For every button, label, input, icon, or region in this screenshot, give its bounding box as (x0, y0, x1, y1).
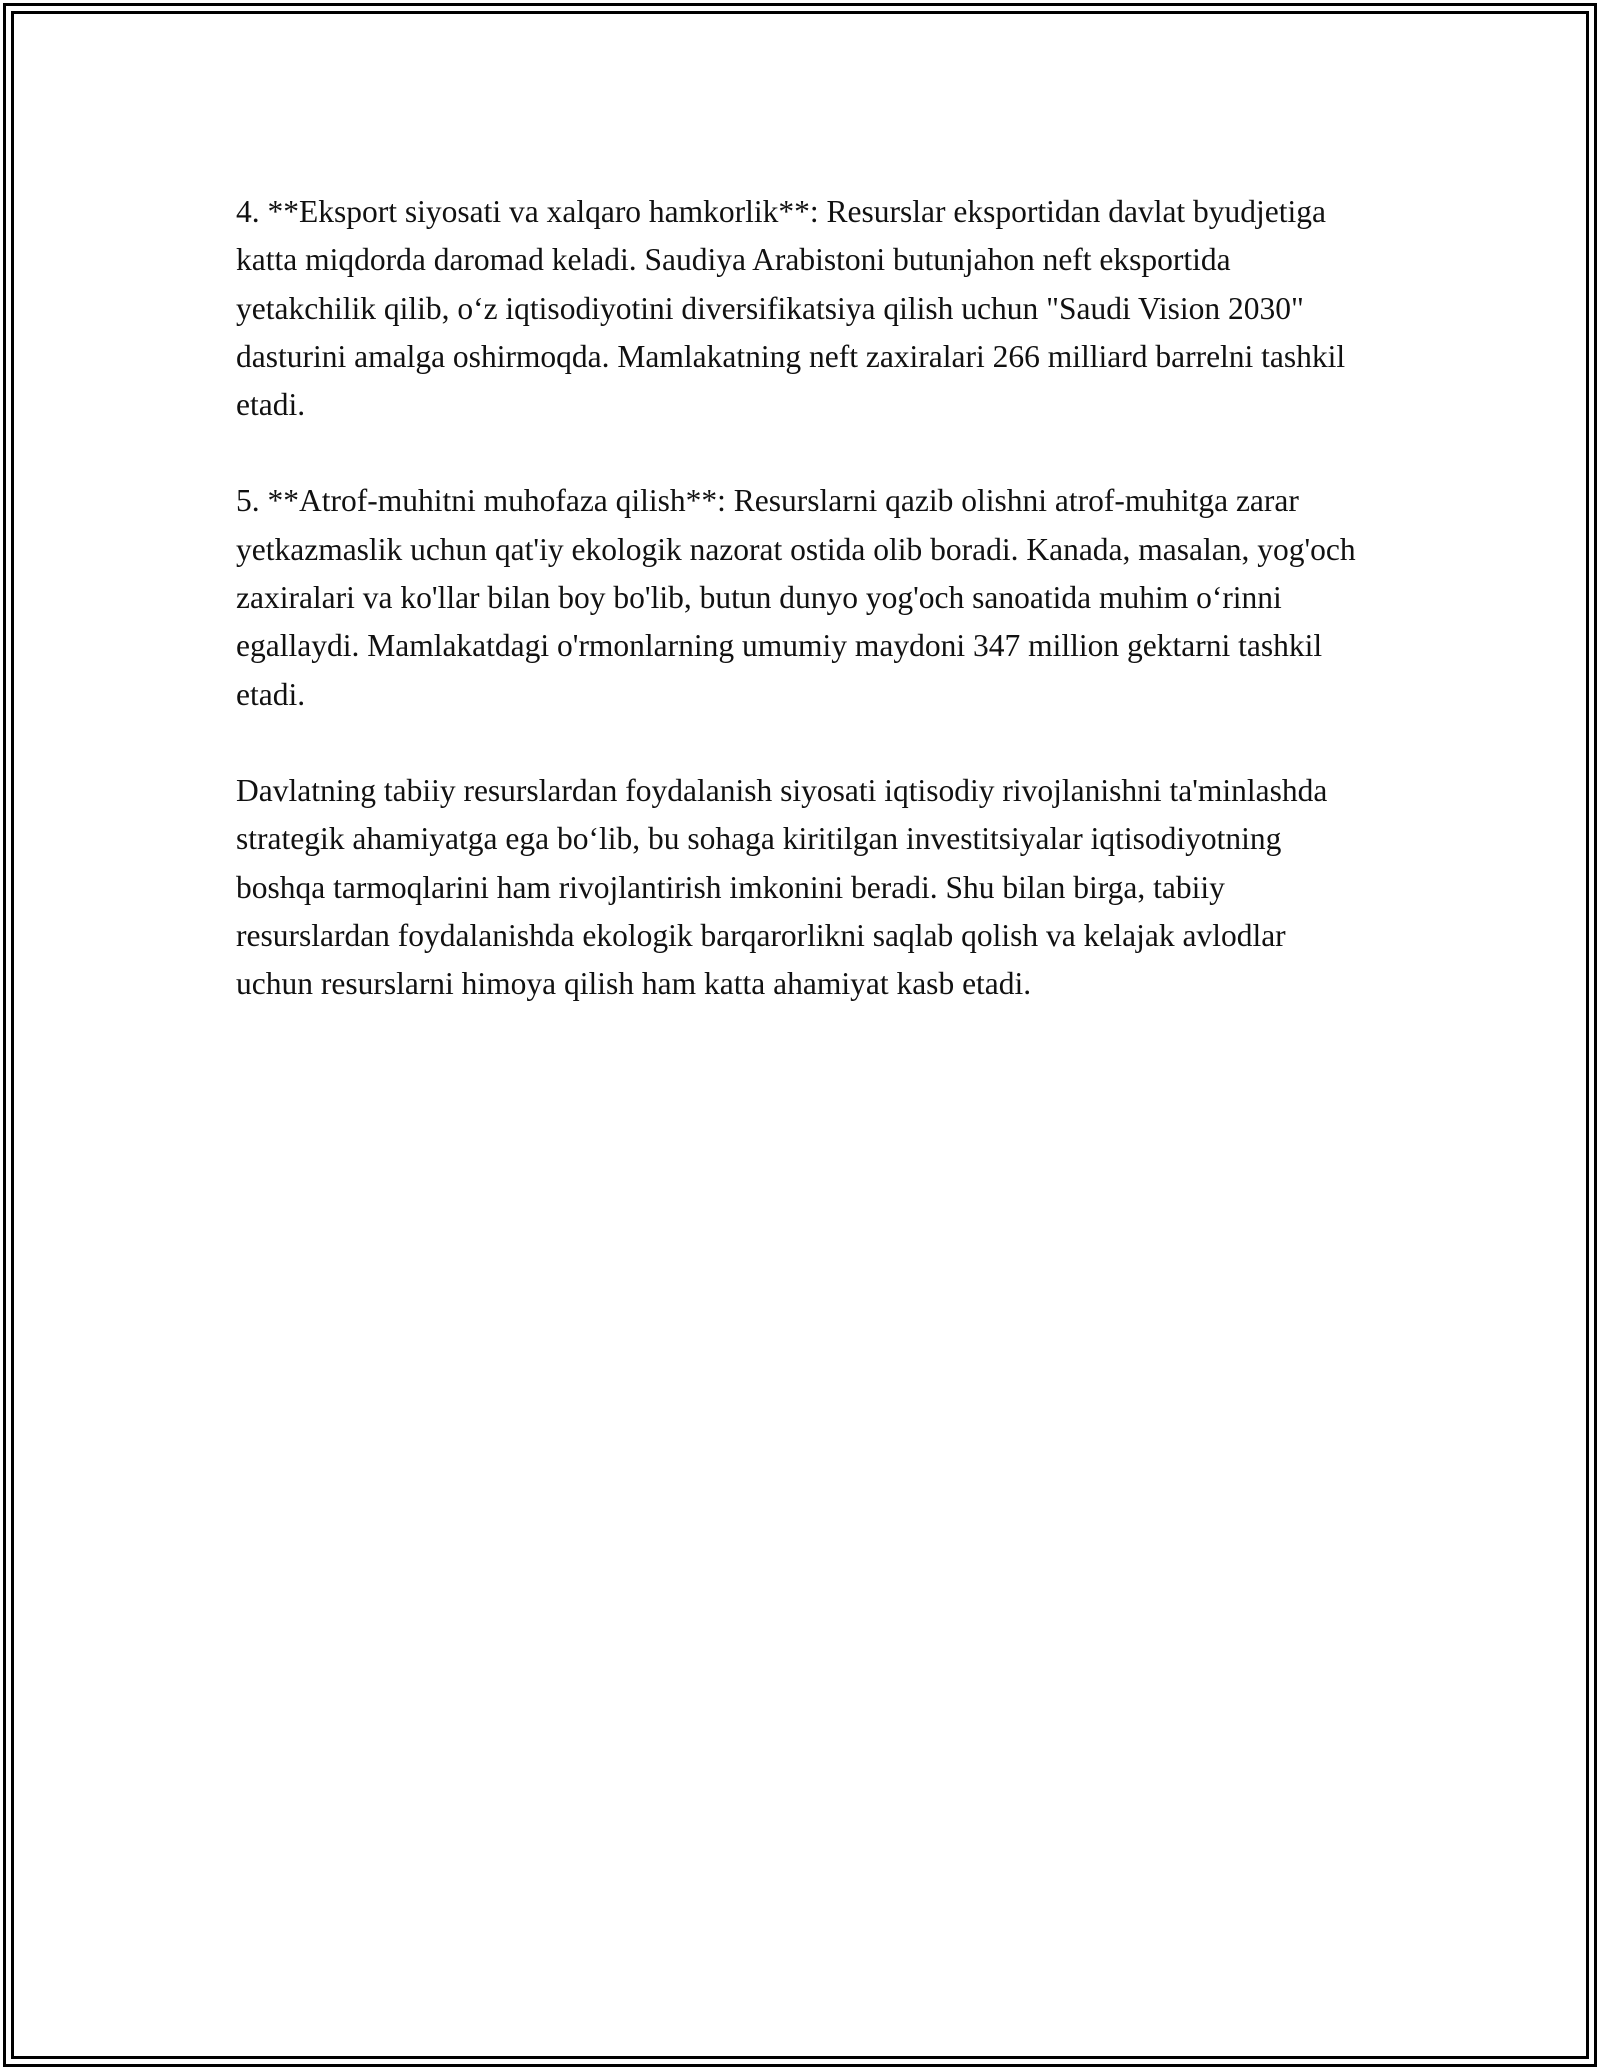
paragraph-conclusion: Davlatning tabiiy resurslardan foydalanish siyosati iqtisodiy rivojlanishni ta'minlashda strategik ahamiyatga ega bo‘lib, bu sohaga kiritilgan investitsiyalar iqtisodiyotning boshqa tarmoqlarini ham rivojlantirish imkonini beradi. Shu bilan birga, tabiiy resurslardan foydalanishda ekologik barqarorlikni saqlab qolish va kelajak avlodlar uchun resurslarni himoya qilish ham katta ahamiyat kasb etadi. (236, 772, 1328, 1002)
paragraph-environment-protection: 5. **Atrof-muhitni muhofaza qilish**: Resurslarni qazib olishni atrof-muhitga zarar yetkazmaslik uchun qat'iy ekologik nazorat ostida olib boradi. Kanada, masalan, yog'och zaxiralari va ko'llar bilan boy bo'lib, butun dunyo yog'och sanoatida muhim o‘rinni egallaydi. Mamlakatdagi o'rmonlarning umumiy maydoni 347 million gektarni tashkil etadi. (236, 483, 1356, 712)
document-body (236, 188, 1366, 1008)
paragraph-export-policy: 4. **Eksport siyosati va xalqaro hamkorlik**: Resurslar eksportidan davlat byudjetiga katta miqdorda daromad keladi. Saudiya Arabistoni butunjahon neft eksportida yetakchilik qilib, o‘z iqtisodiyotini diversifikatsiya qilish uchun "Saudi Vision 2030" dasturini amalga oshirmoqda. Mamlakatning neft zaxiralari 266 milliard barrelni tashkil etadi. (236, 194, 1346, 423)
